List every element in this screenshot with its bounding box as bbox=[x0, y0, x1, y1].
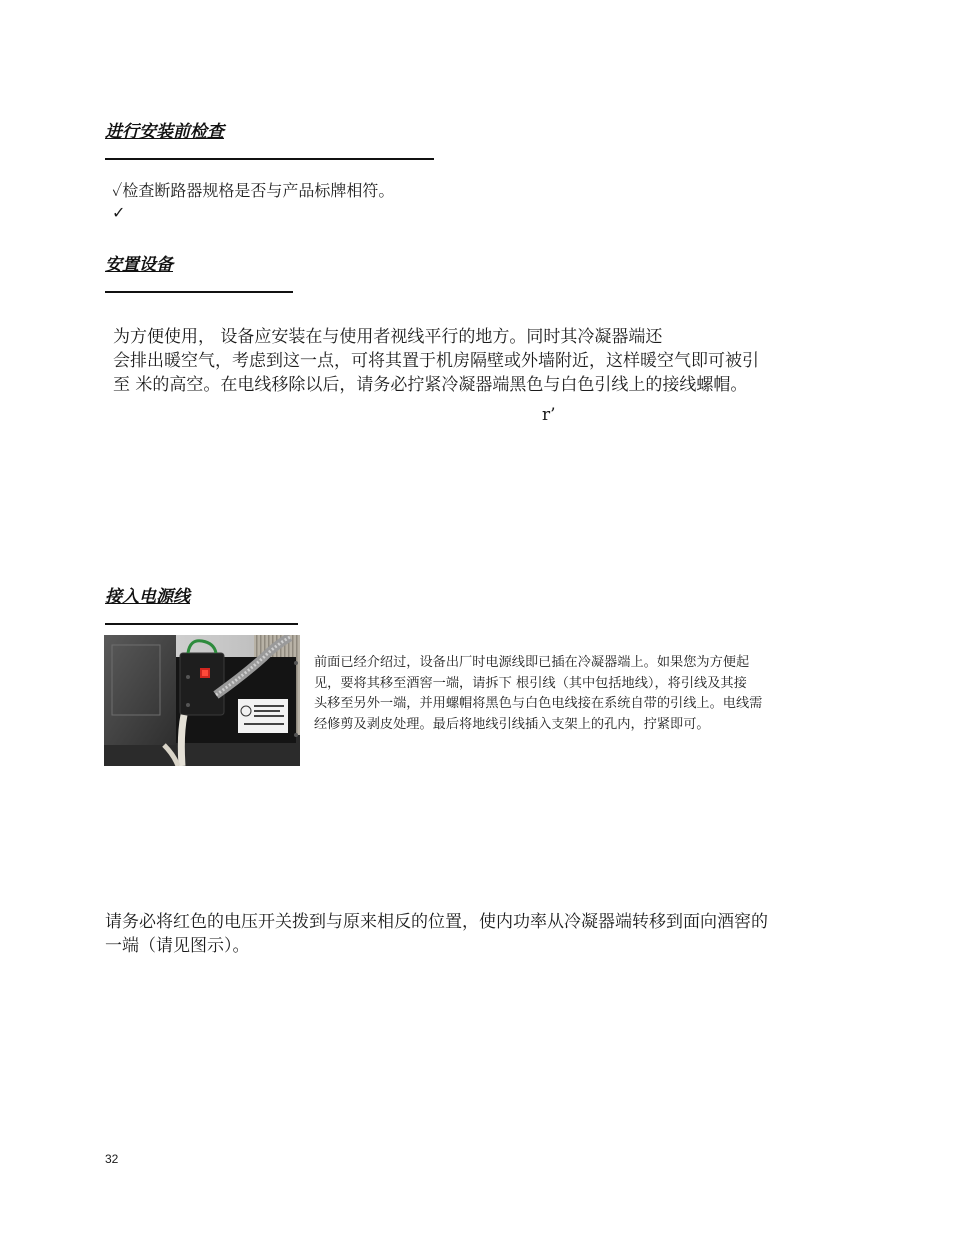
power-cord-photo bbox=[104, 635, 300, 766]
power-cord-paragraph: 前面已经介绍过，设备出厂时电源线即已插在冷凝器端上。如果您为方便起 见，要将其移至酒窖一端，请拆下 根引线（其中包括地线），将引线及其接 头移至另外一端，并用螺帽将黑色与白色电线接在系统自带的引线上。电线需 经修剪及剥皮处理。最后将地线引线插入支架上的孔内，拧紧即可。 bbox=[314, 655, 763, 732]
heading-connect-power-cord: 接入电源线 bbox=[105, 587, 190, 607]
checklist-item bbox=[112, 180, 394, 202]
checklist-item bbox=[112, 202, 125, 224]
check-mark-icon: ✓ bbox=[112, 181, 123, 200]
heading-rule bbox=[105, 623, 298, 625]
power-cord-connection-photo-icon bbox=[104, 635, 300, 766]
placement-paragraph: 为方便使用， 设备应安装在与使用者视线平行的地方。同时其冷凝器端还 会排出暖空气，考虑到这一点，可将其置于机房隔壁或外墙附近，这样暖空气即可被引 至 米的高空。在电线移除以后，请务必拧紧冷凝器端黑色与白色引线上的接线螺帽。 bbox=[113, 327, 759, 395]
page-number: 32 bbox=[105, 1152, 119, 1166]
voltage-switch-paragraph: 请务必将红色的电压开关拨到与原来相反的位置，使内功率从冷凝器端转移到面向酒窖的 一端（请见图示）。 bbox=[105, 912, 768, 956]
checklist-item-text: 检查断路器规格是否与产品标牌相符。 bbox=[122, 181, 395, 200]
heading-rule bbox=[105, 158, 434, 160]
heading-place-equipment: 安置设备 bbox=[105, 255, 173, 275]
stray-mark: r’ bbox=[542, 405, 556, 425]
check-mark-icon: ✓ bbox=[112, 203, 126, 222]
heading-rule bbox=[105, 291, 293, 293]
heading-pre-install-check: 进行安装前检查 bbox=[105, 122, 224, 142]
